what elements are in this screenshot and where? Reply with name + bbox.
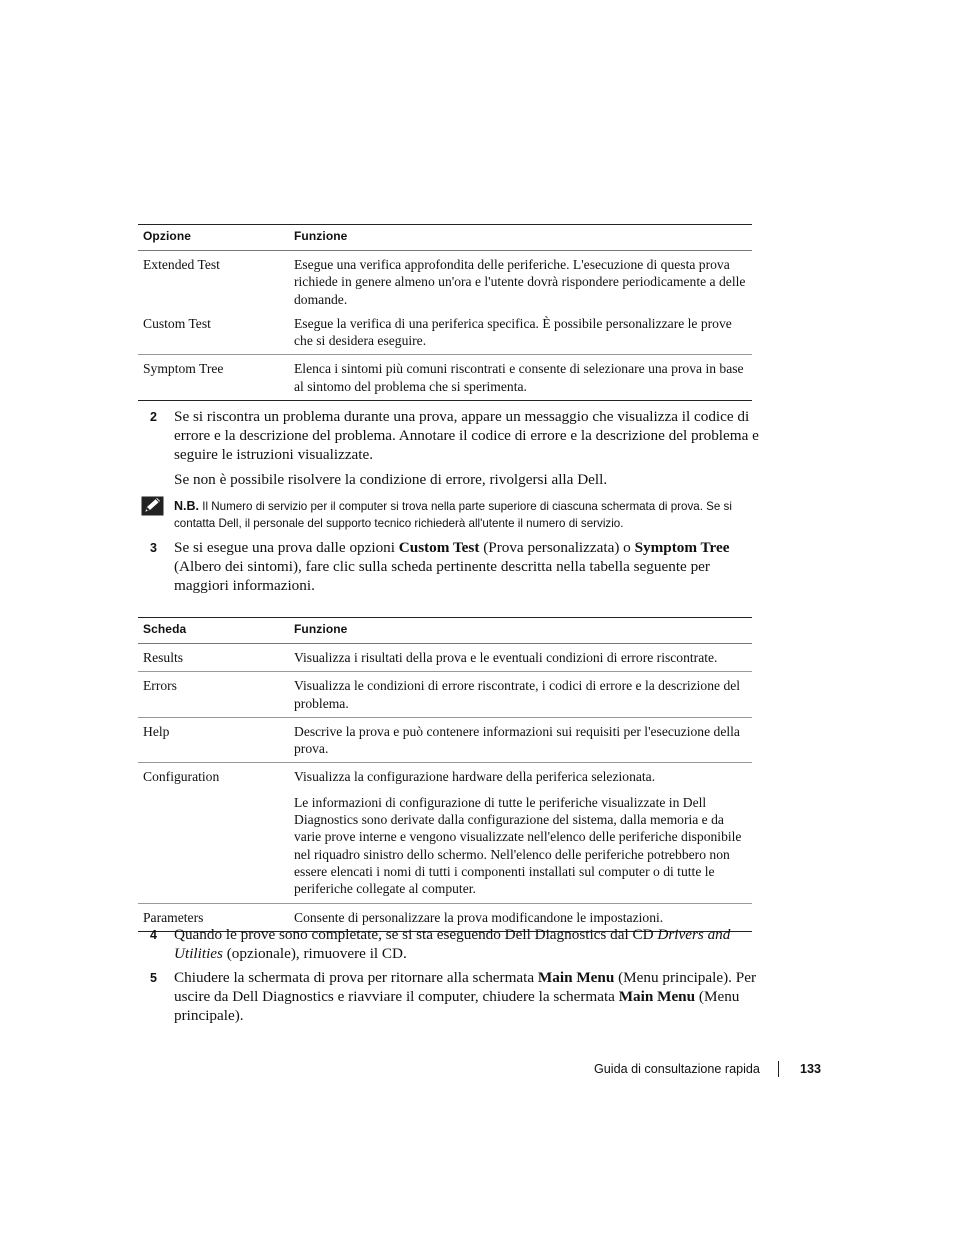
- option-reference: Custom Test: [398, 539, 480, 556]
- step-5: [150, 968, 760, 1025]
- step-text: [174, 925, 760, 963]
- text-run: (Prova personalizzata) o: [479, 539, 635, 556]
- tab-name: Results: [138, 644, 289, 672]
- tabs-table: [138, 617, 752, 932]
- text-run: (Menu principale).: [174, 988, 740, 1024]
- tab-description-paragraph: Le informazioni di configurazione di tutte le periferiche visualizzate in Dell Diagnostics sono derivate dalla configurazione del sistema, dalla memoria e da varie prove interne e vengono visualizzate nell'elenco delle periferiche disponibile nel riquadro sinistro dello schermo. Nell'elenco delle periferiche potrebbero non essere elencati i nomi di tutti i componenti installati sul computer o di tutte le periferiche collegate al computer.: [294, 794, 742, 897]
- screen-reference: Main Menu: [537, 969, 615, 986]
- tab-description: Descrive la prova e può contenere informazioni sui requisiti per l'esecuzione della prova.: [289, 717, 752, 763]
- step-2: [150, 407, 760, 464]
- screen-reference: Main Menu: [618, 988, 696, 1005]
- option-name: Symptom Tree: [138, 355, 289, 401]
- step-3: [150, 538, 760, 595]
- column-header: Funzione: [289, 618, 752, 644]
- step-number: 4: [150, 928, 157, 942]
- tab-description: Visualizza le condizioni di errore riscontrate, i codici di errore e la descrizione del problema.: [289, 672, 752, 718]
- tab-description: Visualizza i risultati della prova e le eventuali condizioni di errore riscontrate.: [289, 644, 752, 672]
- text-run: (Menu principale). Per uscire da Dell Diagnostics e riavviare il computer, chiudere la schermata: [174, 969, 756, 1005]
- column-header: Opzione: [138, 225, 289, 251]
- step-4: [150, 925, 760, 963]
- tab-name: Configuration: [138, 763, 289, 903]
- step-text: Se si riscontra un problema durante una prova, appare un messaggio che visualizza il codice di errore e la descrizione del problema. Annotare il codice di errore e la descrizione del problema e seguire le istruzioni visualizzate.: [174, 408, 759, 463]
- table-row: [138, 355, 752, 401]
- step-2-followup: Se non è possibile risolvere la condizione di errore, rivolgersi alla Dell.: [174, 471, 608, 488]
- column-header: Scheda: [138, 618, 289, 644]
- footer-separator: [778, 1061, 779, 1077]
- option-description: Esegue una verifica approfondita delle periferiche. L'esecuzione di questa prova richiede in genere almeno un'ora e l'utente dovrà rispondere periodicamente a delle domande.: [294, 257, 746, 307]
- text-run: (Albero dei sintomi), fare clic sulla scheda pertinente descritta nella tabella seguente per maggiori informazioni.: [174, 558, 710, 594]
- option-name: Extended Test: [143, 257, 220, 272]
- column-header: Funzione: [289, 225, 752, 251]
- tab-description-paragraph: Visualizza la configurazione hardware della periferica selezionata.: [294, 769, 656, 785]
- option-reference: Symptom Tree: [634, 539, 730, 556]
- text-run: Se si esegue una prova dalle opzioni: [174, 539, 399, 556]
- tab-description: Consente di personalizzare la prova modificandone le impostazioni.: [289, 903, 752, 931]
- table-header-row: [138, 225, 752, 251]
- tab-name: Errors: [138, 672, 289, 718]
- note-label: N.B.: [174, 499, 199, 513]
- page-number: 133: [800, 1062, 822, 1076]
- step-text: [174, 968, 760, 1025]
- table-row: [138, 763, 752, 903]
- step-number: 3: [150, 541, 157, 555]
- table-row: [138, 251, 752, 310]
- cd-title: Drivers and Utilities: [174, 926, 731, 962]
- table-row: [138, 717, 752, 763]
- tab-name: Help: [138, 717, 289, 763]
- text-run: Quando le prove sono completate, se si sta eseguendo Dell Diagnostics dal CD: [174, 926, 658, 943]
- step-number: 2: [150, 410, 157, 424]
- step-number: 5: [150, 971, 157, 985]
- note-text: Il Numero di servizio per il computer si trova nella parte superiore di ciascuna schermata di prova. Se si contatta Dell, il personale del supporto tecnico richiederà all'utente il numero di servizio.: [174, 500, 732, 530]
- tab-name: Parameters: [138, 903, 289, 931]
- step-text: [174, 538, 760, 595]
- option-name: Custom Test: [138, 310, 289, 355]
- footer-title: Guida di consultazione rapida: [594, 1062, 760, 1076]
- table-row: [138, 310, 752, 355]
- text-run: Chiudere la schermata di prova per ritornare alla schermata: [174, 969, 538, 986]
- table-header-row: [138, 618, 752, 644]
- tab-description: [289, 763, 752, 903]
- note-block: [174, 498, 764, 532]
- options-table: [138, 224, 752, 401]
- option-description: Esegue la verifica di una periferica specifica. È possibile personalizzare le prove che si desidera eseguire.: [289, 310, 752, 355]
- note-pencil-icon: [141, 496, 164, 516]
- table-row: [138, 644, 752, 672]
- table-row: [138, 672, 752, 718]
- option-description: Elenca i sintomi più comuni riscontrati e consente di selezionare una prova in base al sintomo del problema che si sperimenta.: [289, 355, 752, 401]
- text-run: (opzionale), rimuovere il CD.: [222, 945, 407, 962]
